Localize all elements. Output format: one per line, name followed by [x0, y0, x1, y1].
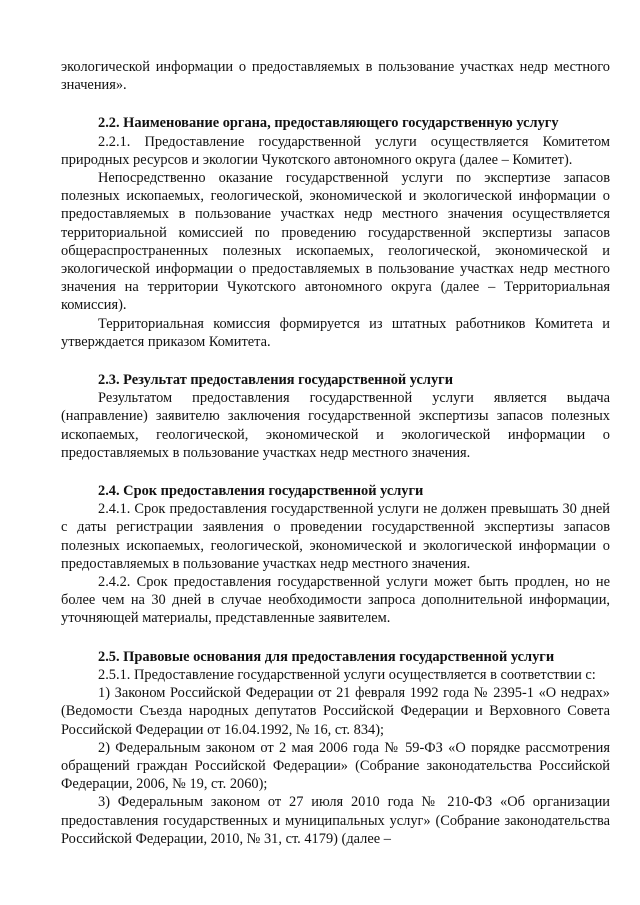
section-gap: [61, 462, 610, 482]
section-heading-2-5: 2.5. Правовые основания для предоставления государственной услуги: [98, 648, 555, 665]
paragraph-2-5-1: 2.5.1. Предоставление государственной услуги осуществляется в соответствии с:: [98, 666, 596, 683]
section-heading-2-3: 2.3. Результат предоставления государственной услуги: [98, 372, 454, 389]
paragraph-2-4-1: 2.4.1. Срок предоставления государственной услуги не должен превышать 30 дней с даты регистрации заявления о проведении государственной экспертизы запасов полезных ископаемых, геологической, экономической и экологической информации о предоставляемых в пользование участках недр местного значения.: [61, 501, 610, 572]
section-gap: [61, 94, 610, 114]
list-item-1: 1) Законом Российской Федерации от 21 февраля 1992 года № 2395-1 «О недрах» (Ведомости Съезда народных депутатов Российской Федерации и Верховного Совета Российской Федерации от 16.04.1992, № 16, ст. 834);: [61, 685, 610, 738]
paragraph-result: Результатом предоставления государственной услуги является выдача (направление) заявителю заключения государственной экспертизы запасов полезных ископаемых, геологической, экономической и экологической информации о предоставляемых в пользование участках недр местного значения.: [61, 390, 610, 461]
paragraph-commission-staff: Территориальная комиссия формируется из штатных работников Комитета и утверждается приказом Комитета.: [61, 315, 610, 350]
section-gap: [61, 351, 610, 371]
list-item-2: 2) Федеральным законом от 2 мая 2006 года № 59-ФЗ «О порядке рассмотрения обращений граждан Российской Федерации» (Собрание законодательства Российской Федерации, 2006, № 19, ст. 2060);: [61, 739, 610, 793]
section-heading-2-2: 2.2. Наименование органа, предоставляющего государственную услугу: [98, 115, 559, 132]
list-item-3: 3) Федеральным законом от 27 июля 2010 года № 210-ФЗ «Об организации предоставления государственных и муниципальных услуг» (Собрание законодательства Российской Федерации, 2010, № 31, ст. 4179) (далее –: [61, 794, 610, 847]
paragraph-2-4-2: 2.4.2. Срок предоставления государственной услуги может быть продлен, но не более чем на 30 дней в случае необходимости запроса дополнительной информации, уточняющей материалы, представленные заявителем.: [61, 574, 610, 627]
paragraph-2-2-1: 2.2.1. Предоставление государственной услуги осуществляется Комитетом природных ресурсов и экологии Чукотского автономного округа (далее – Комитет).: [61, 133, 610, 168]
paragraph-territorial-commission: Непосредственно оказание государственной услуги по экспертизе запасов полезных ископаемых, геологической, экономической и экологической информации о предоставляемых в пользование участках недр местного значения осуществляется территориальной комиссией по проведению государственной экспертизы запасов общераспространенных полезных ископаемых, геологической, экономической и экологической информации о предоставляемых в пользование участках недр местного значения на территории Чукотского автономного округа (далее – Территориальная комиссия).: [61, 170, 610, 314]
section-gap: [61, 628, 610, 648]
paragraph-continuation: экологической информации о предоставляемых в пользование участках недр местного значения».: [61, 59, 610, 94]
section-heading-2-4: 2.4. Срок предоставления государственной услуги: [98, 483, 424, 500]
